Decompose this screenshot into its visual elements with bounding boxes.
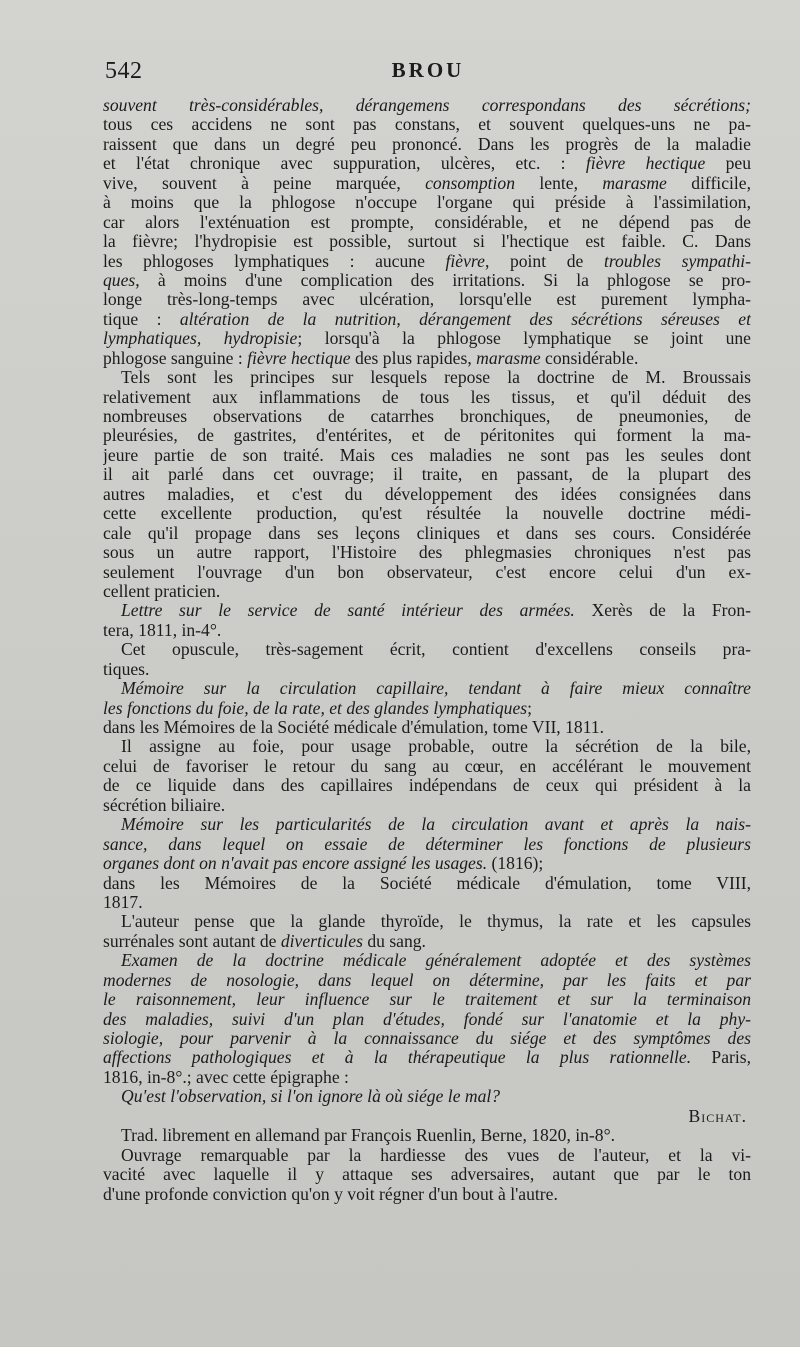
- text-run: sécrétion biliaire.: [103, 795, 226, 815]
- text-line: [103, 232, 751, 251]
- text-line: [103, 1146, 751, 1165]
- text-run: Xerès de la Fron-: [574, 601, 751, 621]
- text-line: [103, 757, 751, 776]
- text-run: considérable.: [540, 348, 639, 368]
- text-run: lente,: [515, 173, 603, 193]
- text-run: 1817.: [103, 892, 143, 912]
- text-run: Trad. librement en allemand par François Ruenlin, Berne, 1820, in-8°.: [121, 1126, 616, 1146]
- italic-text: Mémoire sur la circulation capillaire, tendant à faire mieux connaître: [121, 679, 751, 699]
- text-run: relativement aux inflammations de tous les tissus, et qu'il déduit des: [103, 387, 751, 407]
- italic-text: fièvre hectique: [585, 154, 706, 174]
- text-run: dans les Mémoires de la Société médicale d'émulation, tome VIII,: [103, 873, 751, 893]
- text-line: [103, 874, 751, 893]
- italic-text: fièvre hectique: [247, 348, 351, 368]
- italic-text: des maladies, suivi d'un plan d'études, fondé sur l'anatomie et la phy-: [103, 1009, 751, 1029]
- italic-text: Examen de la doctrine médicale généralement adoptée et des systèmes: [121, 951, 751, 971]
- text-line: [103, 388, 751, 407]
- text-line: [103, 1048, 751, 1067]
- text-run: autres maladies, et c'est du développement des idées consignées dans: [103, 484, 751, 504]
- text-line: [103, 407, 751, 426]
- text-run: il ait parlé dans cet ouvrage; il traite, en passant, de la plupart des: [103, 465, 751, 485]
- text-run: , point de: [484, 251, 604, 271]
- text-run: (1816);: [487, 854, 544, 874]
- text-line: [103, 737, 751, 756]
- italic-text: marasme: [602, 173, 667, 193]
- body-text: [103, 96, 751, 1204]
- italic-text: Lettre sur le service de santé intérieur des armées.: [121, 601, 575, 621]
- text-line: [103, 193, 751, 212]
- italic-text: lymphatiques, hydropisie: [103, 329, 298, 349]
- text-run: Bichat.: [688, 1106, 747, 1126]
- text-line: [103, 563, 751, 582]
- text-run: du sang.: [362, 931, 426, 951]
- text-run: car alors l'exténuation est prompte, considérable, et ne dépend pas de: [103, 212, 751, 232]
- italic-text: consomption: [425, 173, 516, 193]
- italic-text: fièvre: [445, 251, 485, 271]
- italic-text: organes dont on n'avait pas encore assigné les usages.: [103, 854, 488, 874]
- text-run: longe très-long-temps avec ulcération, lorsqu'elle est purement lympha-: [103, 290, 751, 310]
- italic-text: diverticules: [280, 931, 363, 951]
- text-run: les phlogoses lymphatiques : aucune: [103, 251, 446, 271]
- text-line: [103, 290, 751, 309]
- text-line: [103, 718, 751, 737]
- text-line: [103, 504, 751, 523]
- text-line: [103, 543, 751, 562]
- text-line: [103, 796, 751, 815]
- text-line: [103, 174, 751, 193]
- italic-text: modernes de nosologie, dans lequel on détermine, par les faits et par: [103, 970, 751, 990]
- page-number: 542: [105, 58, 143, 84]
- text-line: [103, 912, 751, 931]
- text-run: Il assigne au foie, pour usage probable, outre la sécrétion de la bile,: [121, 737, 751, 757]
- text-run: Paris,: [691, 1048, 751, 1068]
- text-line: [103, 154, 751, 173]
- page-header: [105, 58, 751, 88]
- text-run: d'une profonde conviction qu'on y voit régner d'un bout à l'autre.: [103, 1184, 558, 1204]
- text-line: [103, 971, 751, 990]
- text-line: [103, 1029, 751, 1048]
- text-line: [103, 349, 751, 368]
- text-line: [103, 485, 751, 504]
- text-line: [103, 1165, 751, 1184]
- italic-text: les fonctions du foie, de la rate, et des glandes lymphatiques: [103, 698, 528, 718]
- text-line: [103, 776, 751, 795]
- italic-text: Qu'est l'observation, si l'on ignore là où siége le mal?: [121, 1087, 501, 1107]
- italic-text: siologie, pour parvenir à la connaissance du siége et des symptômes des: [103, 1029, 751, 1048]
- text-run: ; lorsqu'à la phlogose lymphatique se joint une: [297, 329, 751, 349]
- text-line: [103, 1068, 751, 1087]
- text-run: vacité avec laquelle il y attaque ses adversaires, autant que par le ton: [103, 1165, 751, 1185]
- text-run: Tels sont les principes sur lesquels repose la doctrine de M. Broussais: [121, 368, 751, 388]
- italic-text: souvent très-considérables, dérangemens correspondans des sécrétions;: [103, 96, 751, 115]
- text-line: [103, 1087, 751, 1106]
- italic-text: altération de la nutrition, dérangement des sécrétions séreuses et: [179, 309, 751, 329]
- text-run: des plus rapides,: [350, 348, 477, 368]
- text-run: jeure partie de son traité. Mais ces maladies ne sont pas les seules dont: [103, 445, 751, 465]
- text-run: Ouvrage remarquable par la hardiesse des vues de l'auteur, et la vi-: [121, 1145, 751, 1165]
- text-line: [103, 426, 751, 445]
- text-run: tiques.: [103, 659, 150, 679]
- text-run: à moins que la phlogose n'occupe l'organe qui préside à l'assimilation,: [103, 193, 751, 213]
- text-line: [103, 329, 751, 348]
- text-run: pleurésies, de gastrites, d'entérites, et de péritonites qui forment la ma-: [103, 426, 751, 446]
- text-line: [103, 465, 751, 484]
- text-line: [103, 815, 751, 834]
- text-line: [103, 1107, 751, 1126]
- text-run: Cet opuscule, très-sagement écrit, contient d'excellens conseils pra-: [121, 640, 751, 660]
- text-line: [103, 135, 751, 154]
- italic-text: marasme: [476, 348, 541, 368]
- text-line: [103, 932, 751, 951]
- text-run: la fièvre; l'hydropisie est possible, surtout si l'hectique est faible. C. Dans: [103, 232, 751, 252]
- italic-text: troubles sympathi-: [603, 251, 751, 271]
- text-line: [103, 252, 751, 271]
- text-run: tous ces accidens ne sont pas constans, et souvent quelques-uns ne pa-: [103, 115, 751, 135]
- text-line: [103, 368, 751, 387]
- text-line: [103, 601, 751, 620]
- text-run: et l'état chronique avec suppuration, ulcères, etc. :: [103, 154, 586, 174]
- text-run: seulement l'ouvrage d'un bon observateur, c'est encore celui d'un ex-: [103, 562, 751, 582]
- text-run: peu: [705, 154, 751, 174]
- text-line: [103, 835, 751, 854]
- italic-text: Mémoire sur les particularités de la circulation avant et après la nais-: [121, 815, 751, 835]
- text-run: celui de favoriser le retour du sang au cœur, en accélérant le mouvement: [103, 756, 751, 776]
- text-run: vive, souvent à peine marquée,: [103, 173, 426, 193]
- running-head: BROU: [391, 58, 465, 82]
- text-line: [103, 310, 751, 329]
- text-line: [103, 660, 751, 679]
- text-run: , à moins d'une complication des irritations. Si la phlogose se pro-: [135, 270, 751, 290]
- text-run: difficile,: [666, 173, 751, 193]
- text-line: [103, 582, 751, 601]
- text-run: raissent que dans un degré peu prononcé. Dans les progrès de la maladie: [103, 134, 751, 154]
- text-line: [103, 271, 751, 290]
- text-run: L'auteur pense que la glande thyroïde, le thymus, la rate et les capsules: [121, 912, 751, 932]
- text-run: phlogose sanguine :: [103, 348, 248, 368]
- text-line: [103, 854, 751, 873]
- text-line: [103, 990, 751, 1009]
- text-line: [103, 893, 751, 912]
- text-line: [103, 96, 751, 115]
- text-line: [103, 951, 751, 970]
- text-line: [103, 1185, 751, 1204]
- italic-text: affections pathologiques et à la thérapeutique la plus rationnelle.: [103, 1048, 692, 1068]
- text-line: [103, 1126, 751, 1145]
- text-run: cale qu'il propage dans ses leçons cliniques et dans ses cours. Considérée: [103, 523, 751, 543]
- text-run: cellent praticien.: [103, 581, 221, 601]
- text-line: [103, 1010, 751, 1029]
- text-run: sous un autre rapport, l'Histoire des phlegmasies chroniques n'est pas: [103, 543, 751, 563]
- text-run: dans les Mémoires de la Société médicale d'émulation, tome VII, 1811.: [103, 718, 605, 737]
- text-line: [103, 699, 751, 718]
- text-line: [103, 640, 751, 659]
- text-run: tera, 1811, in-4°.: [103, 620, 222, 640]
- text-run: surrénales sont autant de: [103, 931, 281, 951]
- text-line: [103, 679, 751, 698]
- text-run: ;: [527, 698, 533, 718]
- italic-text: sance, dans lequel on essaie de déterminer les fonctions de plusieurs: [103, 834, 751, 854]
- text-run: de ce liquide dans des capillaires indépendans de ceux qui président à la: [103, 776, 751, 796]
- italic-text: le raisonnement, leur influence sur le traitement et sur la terminaison: [103, 990, 751, 1010]
- text-line: [103, 446, 751, 465]
- text-line: [103, 115, 751, 134]
- text-line: [103, 621, 751, 640]
- text-run: cette excellente production, qu'est résultée la nouvelle doctrine médi-: [103, 504, 751, 524]
- text-line: [103, 524, 751, 543]
- italic-text: ques: [103, 270, 136, 290]
- text-line: [103, 213, 751, 232]
- text-run: 1816, in-8°.; avec cette épigraphe :: [103, 1067, 349, 1087]
- text-run: nombreuses observations de catarrhes bronchiques, de pneumonies, de: [103, 407, 751, 426]
- text-run: tique :: [103, 309, 180, 329]
